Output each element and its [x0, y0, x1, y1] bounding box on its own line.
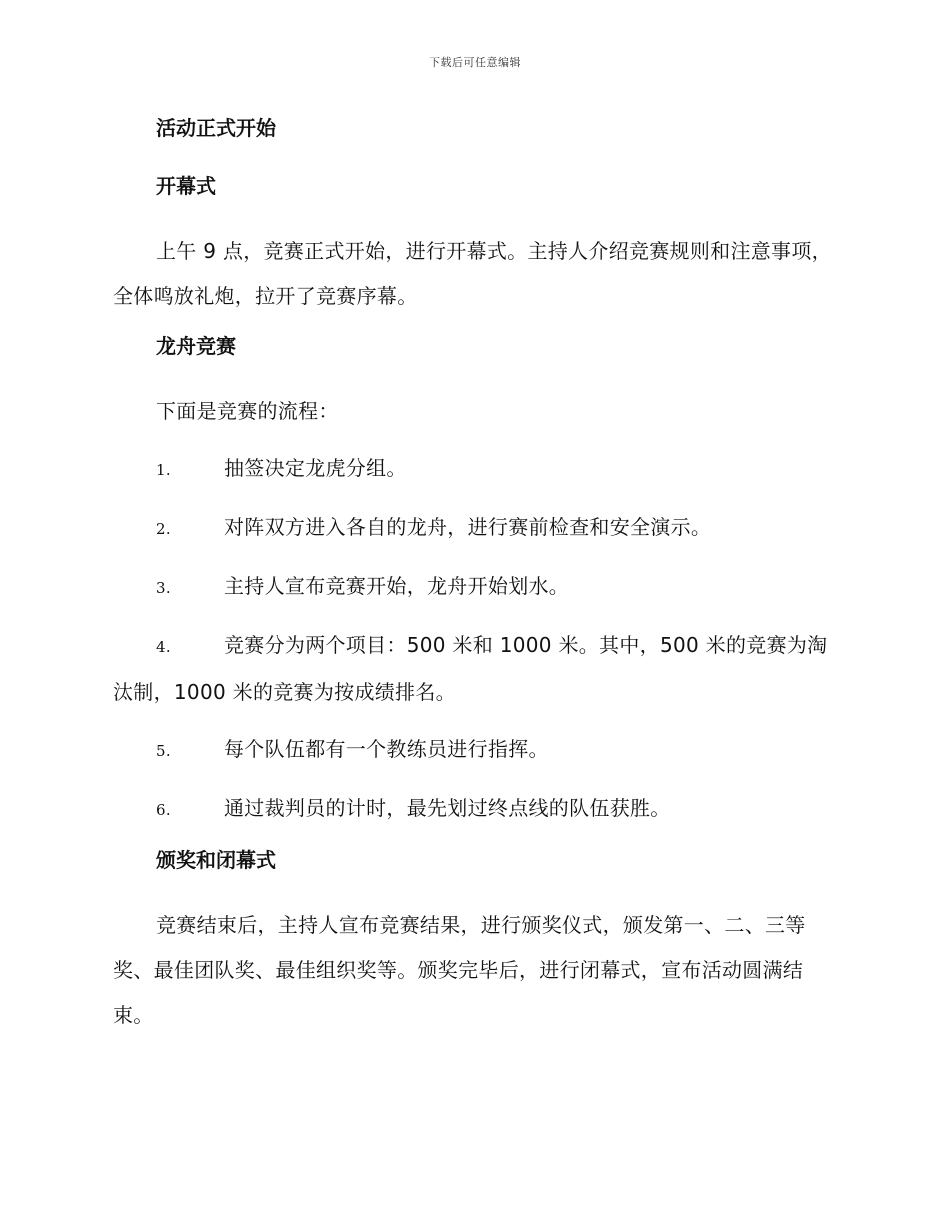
list-item — [113, 505, 835, 552]
list-text: 通过裁判员的计时，最先划过终点线的队伍获胜。 — [224, 796, 671, 820]
closing-paragraph: 竞赛结束后，主持人宣布竞赛结果，进行颁奖仪式，颁发第一、二、三等奖、最佳团队奖、最佳组织奖等。颁奖完毕后，进行闭幕式，宣布活动圆满结束。 — [113, 913, 806, 1027]
list-number: 1. — [156, 461, 171, 479]
list-text: 对阵双方进入各自的龙舟，进行赛前检查和安全演示。 — [224, 515, 712, 539]
list-item — [113, 623, 835, 715]
list-item — [113, 446, 835, 493]
race-heading: 龙舟竞赛 — [156, 334, 236, 358]
race-intro: 下面是竞赛的流程： — [156, 399, 339, 423]
list-number: 4. — [156, 638, 171, 656]
list-text: 竞赛分为两个项目：500 米和 1000 米。其中，500 米的竞赛为淘汰制，1000 米的竞赛为按成绩排名。 — [113, 633, 828, 704]
list-text: 抽签决定龙虎分组。 — [224, 456, 407, 480]
list-item — [113, 564, 835, 611]
opening-heading: 开幕式 — [156, 174, 216, 198]
document-body — [113, 113, 835, 1050]
list-text: 每个队伍都有一个教练员进行指挥。 — [224, 737, 549, 761]
list-item — [113, 727, 835, 774]
list-number: 6. — [156, 801, 171, 819]
opening-paragraph: 上午 9 点，竞赛正式开始，进行开幕式。主持人介绍竞赛规则和注意事项，全体鸣放礼炮，拉开了竞赛序幕。 — [113, 239, 832, 308]
list-number: 2. — [156, 520, 171, 538]
list-number: 5. — [156, 742, 171, 760]
closing-heading: 颁奖和闭幕式 — [156, 848, 276, 872]
section-title: 活动正式开始 — [156, 116, 276, 140]
list-number: 3. — [156, 579, 171, 597]
list-text: 主持人宣布竞赛开始，龙舟开始划水。 — [224, 574, 570, 598]
list-item — [113, 786, 835, 833]
page-header: 下载后可任意编辑 — [429, 56, 521, 69]
